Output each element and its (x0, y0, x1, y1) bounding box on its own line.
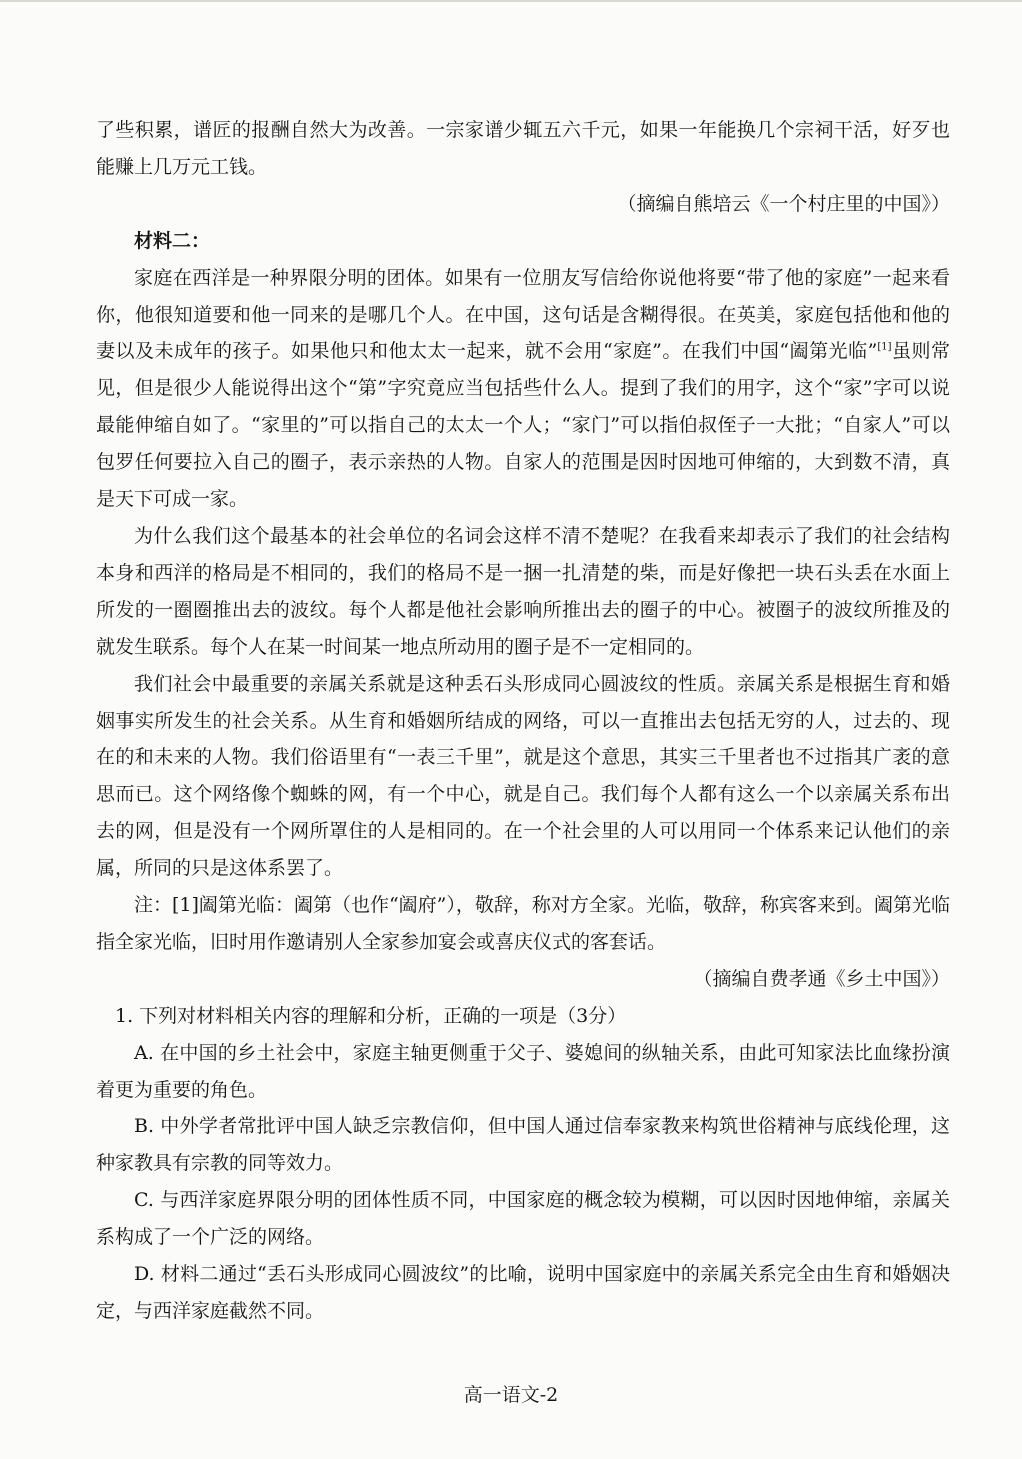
page-footer: 高一语文-2 (463, 1384, 559, 1406)
material2-footnote: 注：[1]阖第光临：阖第（也作“阖府”），敬辞，称对方全家。光临，敬辞，称宾客来到。阖第光临指全家光临，旧时用作邀请别人全家参加宴会或喜庆仪式的客套话。 (96, 894, 950, 953)
carryover-paragraph: 了些积累，谱匠的报酬自然大为改善。一宗家谱少辄五六千元，如果一年能换几个宗祠干活，好歹也能赚上几万元工钱。 (96, 119, 950, 178)
footnote-mark: [1] (877, 342, 892, 354)
material1-source: （摘编自熊培云《一个村庄里的中国》） (617, 192, 950, 215)
material2-paragraph-1-text: 家庭在西洋是一种界限分明的团体。如果有一位朋友写信给你说他将要“带了他的家庭”一起来看你，他很知道要和他一同来的是哪几个人。在中国，这句话是含糊得很。在英美，家庭包括他和他的妻以及未成年的孩子。如果他只和他太太一起来，就不会用“家庭”。在我们中国“阖第光临” (96, 266, 950, 363)
material2-source: （摘编自费孝通《乡土中国》） (693, 967, 950, 990)
question-1-option-a: A. 在中国的乡土社会中，家庭主轴更侧重于父子、婆媳间的纵轴关系，由此可知家法比血缘扮演着更为重要的角色。 (96, 1041, 950, 1101)
material2-paragraph-3: 我们社会中最重要的亲属关系就是这种丢石头形成同心圆波纹的性质。亲属关系是根据生育和婚姻事实所发生的社会关系。从生育和婚姻所结成的网络，可以一直推出去包括无穷的人，过去的、现在的和未来的人物。我们俗语里有“一表三千里”，就是这个意思，其实三千里者也不过指其广袤的意思而已。这个网络像个蜘蛛的网，有一个中心，就是自己。我们每个人都有这么一个以亲属关系布出去的网，但是没有一个网所罩住的人是相同的。在一个社会里的人可以用同一个体系来记认他们的亲属，所同的只是这体系罢了。 (96, 672, 950, 880)
question-1-option-c: C. 与西洋家庭界限分明的团体性质不同，中国家庭的概念较为模糊，可以因时因地伸缩，亲属关系构成了一个广泛的网络。 (96, 1189, 950, 1249)
question-1-stem: 1. 下列对材料相关内容的理解和分析，正确的一项是（3分） (115, 1004, 627, 1027)
material2-paragraph-1 (96, 260, 950, 518)
question-1-option-d: D. 材料二通过“丢石头形成同心圆波纹”的比喻，说明中国家庭中的亲属关系完全由生育和婚姻决定，与西洋家庭截然不同。 (96, 1263, 950, 1322)
scan-top-edge (0, 0, 1022, 2)
question-1-option-b: B. 中外学者常批评中国人缺乏宗教信仰，但中国人通过信奉家教来构筑世俗精神与底线伦理，这种家教具有宗教的同等效力。 (96, 1115, 950, 1175)
material2-paragraph-1-rest: 虽则常见，但是很少人能说得出这个“第”字究竟应当包括些什么人。提到了我们的用字，这个“家”字可以说最能伸缩自如了。“家里的”可以指自己的太太一个人；“家门”可以指伯叔侄子一大批；“自家人”可以包罗任何要拉入自己的圈子，表示亲热的人物。自家人的范围是因时因地可伸缩的，大到数不清，真是天下可成一家。 (96, 340, 950, 511)
material2-paragraph-2: 为什么我们这个最基本的社会单位的名词会这样不清不楚呢？在我看来却表示了我们的社会结构本身和西洋的格局是不相同的，我们的格局不是一捆一扎清楚的柴，而是好像把一块石头丢在水面上所发的一圈圈推出去的波纹。每个人都是他社会影响所推出去的圈子的中心。被圈子的波纹所推及的就发生联系。每个人在某一时间某一地点所动用的圈子是不一定相同的。 (96, 524, 950, 658)
exam-page (96, 112, 950, 1330)
material2-heading: 材料二： (134, 229, 211, 252)
